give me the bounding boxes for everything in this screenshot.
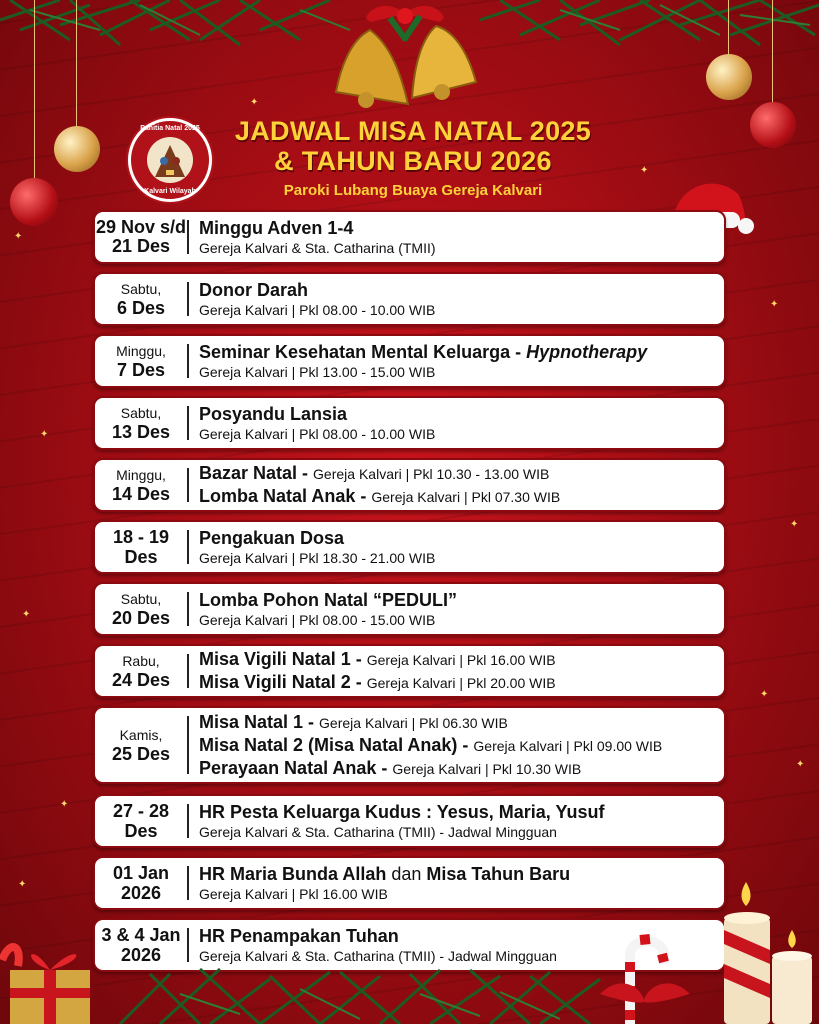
- star-decoration: ✦: [760, 689, 769, 700]
- date-line-2: 25 Des: [111, 744, 171, 764]
- date-line-1: Minggu,: [116, 467, 166, 483]
- event-details: [199, 336, 716, 386]
- schedule-item: [93, 458, 726, 512]
- event-details: [199, 460, 716, 510]
- event-title: [199, 341, 716, 363]
- star-decoration: ✦: [796, 759, 805, 770]
- event-title: Lomba Pohon Natal “PEDULI”: [199, 590, 458, 610]
- date-line-2: 2026: [120, 945, 162, 965]
- event-location-time: Gereja Kalvari | Pkl 16.00 WIB: [366, 652, 556, 668]
- event-title: Perayaan Natal Anak -: [199, 757, 393, 778]
- star-decoration: ✦: [40, 429, 49, 440]
- event-title: HR Penampakan Tuhan: [199, 926, 399, 946]
- event-location-time: Gereja Kalvari | Pkl 07.30 WIB: [371, 489, 561, 505]
- star-decoration: ✦: [14, 231, 23, 242]
- event-title: Minggu Adven 1-4: [199, 218, 354, 238]
- schedule-date: [95, 460, 187, 510]
- schedule-date: [95, 858, 187, 908]
- event-title: Bazar Natal -: [199, 463, 314, 483]
- event-details: [199, 708, 716, 782]
- date-line-2: 6 Des: [116, 298, 166, 318]
- event-line: [199, 648, 716, 671]
- event-line: [199, 671, 716, 694]
- event-details: [199, 522, 716, 572]
- star-decoration: ✦: [22, 609, 31, 620]
- date-line-2: 14 Des: [111, 484, 171, 504]
- event-title-italic: Hypnotherapy: [526, 342, 648, 362]
- event-title-connector: dan: [386, 864, 427, 884]
- divider: [187, 804, 189, 838]
- event-line: [199, 485, 716, 508]
- date-line-1: 01 Jan: [112, 863, 170, 883]
- schedule-date: [95, 274, 187, 324]
- schedule-date: [95, 522, 187, 572]
- event-line: [199, 734, 716, 757]
- event-location-time: Gereja Kalvari | Pkl 08.00 - 10.00 WIB: [199, 426, 436, 442]
- schedule-date: [95, 212, 187, 262]
- date-line-1: [96, 218, 186, 236]
- parish-subtitle: Paroki Lubang Buaya Gereja Kalvari: [283, 182, 543, 199]
- divider: [187, 468, 189, 502]
- event-details: [199, 274, 716, 324]
- event-details: [199, 212, 716, 262]
- divider: [187, 406, 189, 440]
- event-title: Misa Natal 1 -: [199, 711, 320, 732]
- nativity-icon: [147, 137, 193, 183]
- schedule-item: [93, 210, 726, 264]
- event-line: [199, 462, 716, 485]
- event-location-time: Gereja Kalvari | Pkl 10.30 WIB: [392, 760, 582, 777]
- date-line-2: Des: [124, 547, 158, 567]
- event-location-time: Gereja Kalvari | Pkl 09.00 WIB: [473, 737, 663, 754]
- parish-committee-logo: [128, 118, 212, 202]
- event-title: Pengakuan Dosa: [199, 528, 345, 548]
- event-title: Misa Natal 2 (Misa Natal Anak) -: [199, 734, 474, 755]
- schedule-date: [95, 646, 187, 696]
- event-details: [199, 646, 716, 696]
- event-location-time: Gereja Kalvari | Pkl 08.00 - 15.00 WIB: [199, 612, 436, 628]
- divider: [187, 220, 189, 254]
- event-line: [199, 711, 716, 734]
- divider: [187, 530, 189, 564]
- page-title-line-1: JADWAL MISA NATAL 2025: [234, 116, 592, 146]
- event-line: [199, 757, 716, 780]
- schedule-date: [95, 708, 187, 782]
- date-line-2: 13 Des: [111, 422, 171, 442]
- event-location-time: Gereja Kalvari | Pkl 18.30 - 21.00 WIB: [199, 550, 436, 566]
- event-location-time: Gereja Kalvari | Pkl 16.00 WIB: [199, 886, 388, 902]
- date-line-2: 24 Des: [111, 670, 171, 690]
- schedule-item: [93, 334, 726, 388]
- date-line-1: 18 - 19: [112, 527, 170, 547]
- schedule-item: [93, 396, 726, 450]
- date-text: 29 Nov s/d: [95, 217, 187, 237]
- pine-garland-bottom: [0, 964, 819, 1024]
- event-details: [199, 584, 716, 634]
- schedule-item: [93, 644, 726, 698]
- logo-text-top: Panitia Natal 2025: [140, 125, 200, 132]
- schedule-item: [93, 582, 726, 636]
- event-location-time: Gereja Kalvari | Pkl 10.30 - 13.00 WIB: [313, 466, 550, 482]
- event-title: Misa Vigili Natal 2 -: [199, 672, 367, 692]
- divider: [187, 592, 189, 626]
- event-title: HR Pesta Keluarga Kudus : Yesus, Maria, Yusuf: [199, 802, 605, 822]
- event-details: [199, 398, 716, 448]
- date-line-2: Des: [124, 821, 158, 841]
- divider: [187, 866, 189, 900]
- divider: [187, 344, 189, 378]
- star-decoration: ✦: [640, 165, 649, 176]
- event-location-time: Gereja Kalvari | Pkl 13.00 - 15.00 WIB: [199, 364, 436, 380]
- event-location-time: Gereja Kalvari | Pkl 06.30 WIB: [319, 714, 508, 731]
- date-line-1: Sabtu,: [120, 405, 162, 421]
- event-title: Lomba Natal Anak -: [199, 486, 372, 506]
- event-title-text: Seminar Kesehatan Mental Keluarga -: [199, 342, 527, 362]
- schedule-item: [93, 520, 726, 574]
- event-location-time: Gereja Kalvari | Pkl 08.00 - 10.00 WIB: [199, 302, 436, 318]
- date-line-1: Kamis,: [119, 727, 163, 743]
- divider: [187, 716, 189, 774]
- event-title: Misa Vigili Natal 1 -: [199, 649, 367, 669]
- event-location-time: Gereja Kalvari & Sta. Catharina (TMII): [199, 240, 436, 256]
- schedule-date: [95, 796, 187, 846]
- date-line-1: 3 & 4 Jan: [101, 925, 181, 945]
- schedule-date: [95, 336, 187, 386]
- event-location-time: Gereja Kalvari & Sta. Catharina (TMII) - Jadwal Mingguan: [199, 824, 557, 840]
- event-title: Donor Darah: [199, 280, 309, 300]
- event-location-time: Gereja Kalvari & Sta. Catharina (TMII) - Jadwal Mingguan: [199, 948, 557, 964]
- date-line-1: 27 - 28: [112, 801, 170, 821]
- event-title-part: HR Maria Bunda Allah: [199, 864, 387, 884]
- date-line-1: Sabtu,: [120, 591, 162, 607]
- divider: [187, 928, 189, 962]
- date-line-2: 21 Des: [111, 236, 171, 256]
- date-line-2: 2026: [120, 883, 162, 903]
- schedule-item: [93, 794, 726, 848]
- page-title-line-2: & TAHUN BARU 2026: [274, 146, 552, 176]
- schedule-date: [95, 584, 187, 634]
- event-details: [199, 858, 716, 908]
- star-decoration: ✦: [18, 879, 27, 890]
- schedule-item: [93, 856, 726, 910]
- date-line-1: Sabtu,: [120, 281, 162, 297]
- logo-text-bottom: Kalvari Wilayah: [144, 188, 196, 195]
- date-line-1: Rabu,: [122, 653, 160, 669]
- star-decoration: ✦: [250, 97, 259, 108]
- schedule-date: [95, 398, 187, 448]
- divider: [187, 282, 189, 316]
- date-line-2: 20 Des: [111, 608, 171, 628]
- date-line-2: 7 Des: [116, 360, 166, 380]
- star-decoration: ✦: [790, 519, 799, 530]
- star-decoration: ✦: [770, 299, 779, 310]
- star-decoration: ✦: [60, 799, 69, 810]
- schedule-item: [93, 272, 726, 326]
- event-title-part: Misa Tahun Baru: [426, 864, 571, 884]
- event-details: [199, 796, 716, 846]
- schedule-item: [93, 706, 726, 784]
- event-title: [199, 863, 716, 885]
- event-location-time: Gereja Kalvari | Pkl 20.00 WIB: [366, 675, 556, 691]
- divider: [187, 654, 189, 688]
- event-title: Posyandu Lansia: [199, 404, 348, 424]
- date-line-1: Minggu,: [116, 343, 166, 359]
